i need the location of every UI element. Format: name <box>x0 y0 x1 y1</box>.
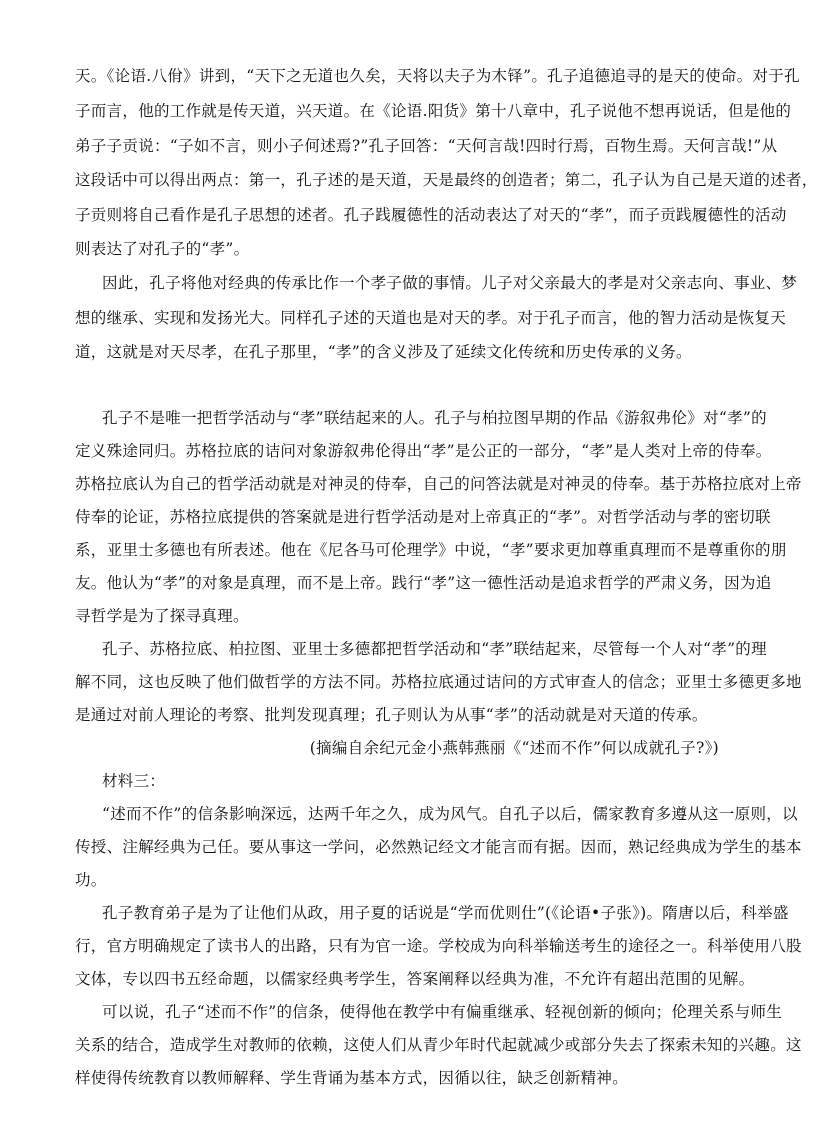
paragraph-line: 寻哲学是为了探寻真理。 <box>75 607 249 625</box>
paragraph-line: 行，官方明确规定了读书人的出路，只有为官一途。学校成为向科举输送考生的途径之一。科举使用八股 <box>75 937 802 955</box>
paragraph-line: 孔子教育弟子是为了让他们从政，用子夏的话说是“学而优则仕”(《论语•子张》)。隋唐以后，科举盛 <box>102 904 789 922</box>
paragraph-line: 想的继承、实现和发扬光大。同样孔子述的天道也是对天的孝。对于孔子而言，他的智力活动是恢复天 <box>75 309 787 327</box>
paragraph-line: “述而不作”的信条影响深远，达两千年之久，成为风气。自孔子以后，儒家教育多遵从这一原则，以 <box>102 805 798 823</box>
paragraph-line: 道，这就是对天尽孝，在孔子那里，“孝”的含义涉及了延续文化传统和历史传承的义务。 <box>75 343 692 361</box>
paragraph-line: 样使得传统教育以教师解释、学生背诵为基本方式，因循以往，缺乏创新精神。 <box>75 1069 629 1087</box>
paragraph-line: 可以说，孔子“述而不作”的信条，使得他在教学中有偏重继承、轻视创新的倾向；伦理关系与师生 <box>102 1003 783 1021</box>
source-citation: (摘编自余纪元金小燕韩燕丽《“述而不作”何以成就孔子?》) <box>309 739 719 757</box>
section-heading: 材料三： <box>102 772 166 790</box>
paragraph-line: 解不同，这也反映了他们做哲学的方法不同。苏格拉底通过诘问的方式审查人的信念；亚里士多德更多地 <box>75 673 802 691</box>
paragraph-line: 文体，专以四书五经命题，以儒家经典考学生，答案阐释以经典为准，不允许有超出范围的见解。 <box>75 970 755 988</box>
paragraph-line: 子而言，他的工作就是传天道，兴天道。在《论语.阳货》第十八章中，孔子说他不想再说话，但是他的 <box>75 102 792 120</box>
paragraph-line: 系，亚里士多德也有所表述。他在《尼各马可伦理学》中说，“孝”要求更加尊重真理而不是尊重你的朋 <box>75 541 787 559</box>
paragraph-line: 孔子、苏格拉底、柏拉图、亚里士多德都把哲学活动和“孝”联结起来，尽管每一个人对“孝”的理 <box>102 640 767 658</box>
paragraph-line: 关系的结合，造成学生对教师的依赖，这使人们从青少年时代起就减少或部分失去了探索未知的兴趣。这 <box>75 1036 802 1054</box>
paragraph-line: 子贡则将自己看作是孔子思想的述者。孔子践履德性的活动表达了对天的“孝”，而子贡践履德性的活动 <box>75 206 787 224</box>
paragraph-line: 苏格拉底认为自己的哲学活动就是对神灵的侍奉，自己的问答法就是对神灵的侍奉。基于苏格拉底对上帝 <box>75 475 802 493</box>
paragraph-line: 孔子不是唯一把哲学活动与“孝”联结起来的人。孔子与柏拉图早期的作品《游叙弗伦》对“孝”的 <box>102 409 767 427</box>
paragraph-line: 是通过对前人理论的考察、批判发现真理；孔子则认为从事“孝”的活动就是对天道的传承。 <box>75 706 708 724</box>
paragraph-line: 功。 <box>75 871 107 889</box>
paragraph-line: 天。《论语.八佾》讲到，“天下之无道也久矣，天将以夫子为木铎”。孔子追德追寻的是天的使命。对于孔 <box>75 67 800 85</box>
paragraph-line: 传授、注解经典为己任。要从事这一学问，必然熟记经文才能言而有据。因而，熟记经典成为学生的基本 <box>75 838 802 856</box>
paragraph-line: 弟子子贡说：“子如不言，则小子何述焉?”孔子回答：“天何言哉!四时行焉，百物生焉。天何言哉!”从 <box>75 137 778 155</box>
paragraph-line: 定义殊途同归。苏格拉底的诘问对象游叙弗伦得出“孝”是公正的一部分，“孝”是人类对上帝的侍奉。 <box>75 442 772 460</box>
paragraph-line: 侍奉的论证，苏格拉底提供的答案就是进行哲学活动是对上帝真正的“孝”。对哲学活动与孝的密切联 <box>75 508 771 526</box>
paragraph-line: 因此，孔子将他对经典的传承比作一个孝子做的事情。儿子对父亲最大的孝是对父亲志向、事业、梦 <box>102 274 798 292</box>
paragraph-line: 则表达了对孔子的“孝”。 <box>75 240 250 258</box>
paragraph-line: 这段话中可以得出两点：第一，孔子述的是天道，天是最终的创造者；第二，孔子认为自己是天道的述者， <box>75 171 818 189</box>
paragraph-line: 友。他认为“孝”的对象是真理，而不是上帝。践行“孝”这一德性活动是追求哲学的严肃义务，因为追 <box>75 574 772 592</box>
